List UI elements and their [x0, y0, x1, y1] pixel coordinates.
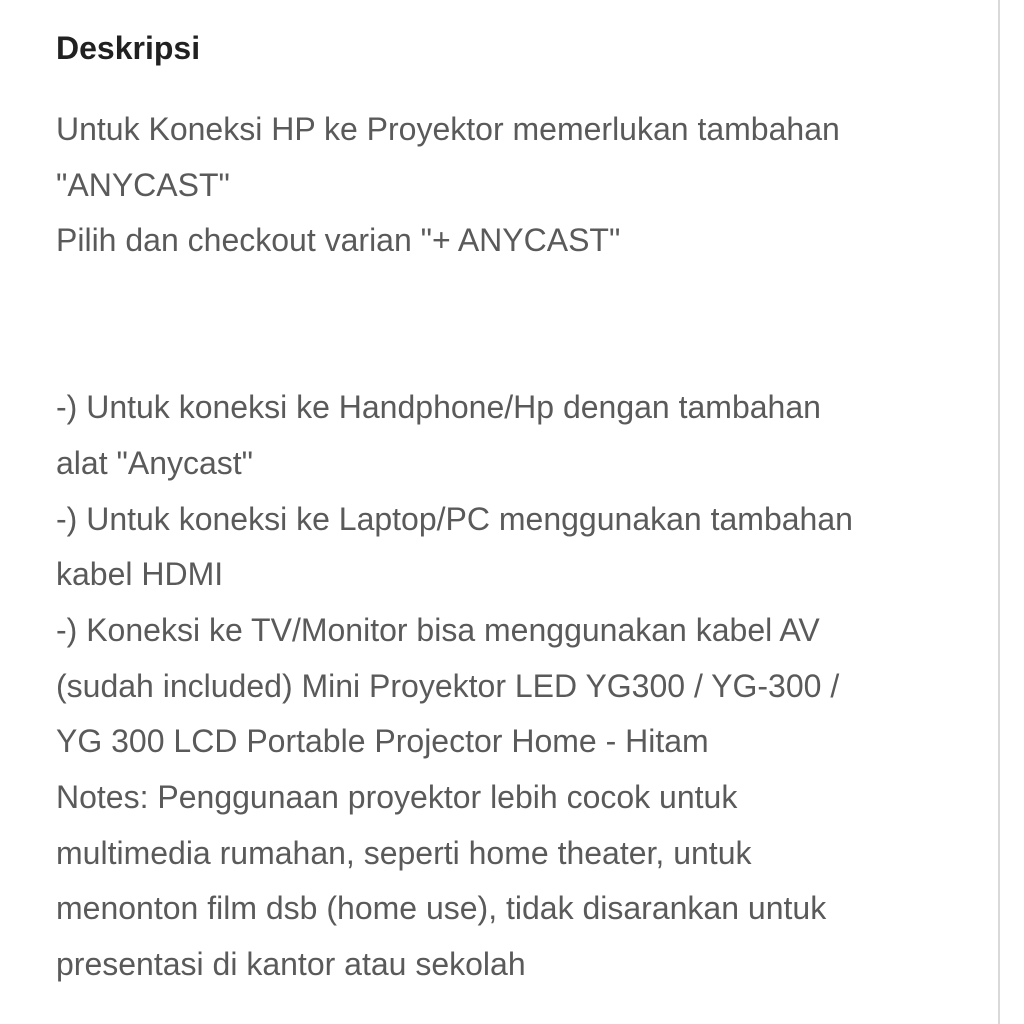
description-line: menonton film dsb (home use), tidak disarankan untuk [56, 890, 827, 927]
description-line: Untuk Koneksi HP ke Proyektor memerlukan tambahan [56, 111, 840, 147]
description-line: Pilih dan checkout varian "+ ANYCAST" [56, 222, 621, 259]
blank-space [56, 269, 976, 380]
description-line: kabel HDMI [56, 556, 224, 593]
description-details [56, 380, 976, 993]
description-line: -) Untuk koneksi ke Laptop/PC menggunakan tambahan [56, 500, 853, 537]
description-line: -) Untuk koneksi ke Handphone/Hp dengan tambahan [56, 389, 821, 426]
description-line: YG 300 LCD Portable Projector Home - Hitam [56, 723, 709, 760]
description-line: multimedia rumahan, seperti home theater, untuk [56, 834, 752, 871]
description-line: alat "Anycast" [56, 444, 254, 481]
description-line: Notes: Penggunaan proyektor lebih cocok untuk [56, 779, 738, 816]
description-line: (sudah included) Mini Proyektor LED YG300 / YG-300 / [56, 667, 840, 704]
description-intro [56, 102, 976, 269]
description-line: "ANYCAST" [56, 166, 230, 203]
section-title: Deskripsi [56, 30, 201, 66]
panel-border [998, 0, 1000, 1024]
description-line: presentasi di kantor atau sekolah [56, 946, 526, 983]
description-section [56, 24, 976, 993]
description-line: -) Koneksi ke TV/Monitor bisa menggunakan kabel AV [56, 611, 820, 648]
